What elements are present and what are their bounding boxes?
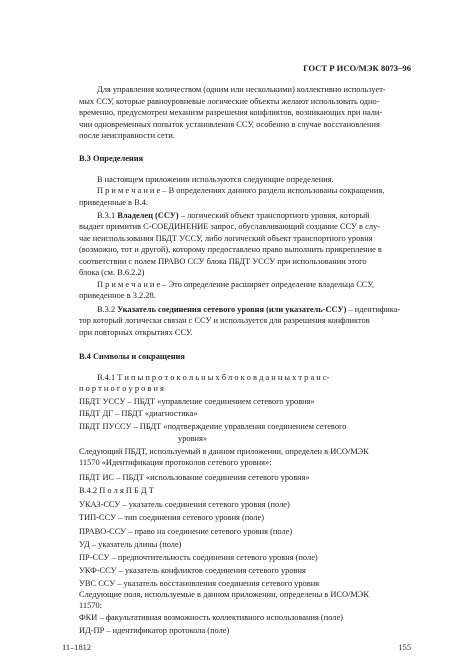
paragraph-line: Для управления количеством (одним или несколькими) коллективно использует-	[97, 85, 386, 94]
field-line: ТИП-ССУ – тип соединения сетевого уровня (поле)	[79, 513, 265, 522]
section-heading: В.3 Определения	[79, 154, 144, 163]
paragraph-line: В настоящем приложении используются следующие определения.	[97, 175, 334, 184]
definition-first-line	[97, 210, 370, 221]
field-line: УВС ССУ – указатель восстановления соединения сетевого уровня	[79, 579, 320, 588]
section-heading: В.4 Символы и сокращения	[79, 352, 185, 361]
definition-line: (возможно, тот и другой), которому предоставлено право выполнить прикрепление в	[79, 245, 382, 254]
clause-number: В.3.2	[97, 305, 116, 314]
note-line: приведенное в 3.2.28.	[79, 291, 156, 300]
definition-first-line	[97, 304, 400, 315]
subsection-heading-cont: п о р т н о г о у р о в н я	[79, 384, 164, 393]
paragraph-line: 11570:	[79, 601, 102, 610]
defined-term: Указатель соединения сетевого уровня (или указатель-ССУ)	[117, 305, 347, 314]
abbreviation-line: ПБДТ УССУ – ПБДТ «управление соединением сетевого уровня»	[79, 397, 315, 406]
paragraph-line: Следующий ПБДТ, используемый в данном приложении, определен в ИСО/МЭК	[79, 447, 369, 456]
subsection-heading: В.4.1 Т и п ы п р о т о к о л ь н ы х б л о к о в д а н н ы х т р а н с-	[97, 373, 330, 382]
paragraph-line: чии одновременных попыток установления ССУ, особенно в случае восстановления	[79, 120, 380, 129]
abbreviation-line-cont: уровня»	[178, 434, 208, 443]
page-header: ГОСТ Р ИСО/МЭК 8073–96	[303, 63, 411, 73]
subsection-heading: В.4.2 П о л я П Б Д Т	[79, 486, 154, 495]
definition-line: чае неиспользования ПБДТ УССУ, либо логический объект транспортного уровня	[79, 234, 373, 243]
definition-text: – логический объект транспортного уровня, который	[178, 211, 370, 220]
definition-line: тор который логически связан с ССУ и используется для разрешения конфликтов	[79, 316, 370, 325]
clause-number: В.3.1	[97, 211, 116, 220]
defined-term: Владелец (ССУ)	[117, 211, 179, 220]
field-line: ПР-ССУ – предпочтительность соединения сетевого уровня (поле)	[79, 553, 318, 562]
field-line: ИД-ПР – идентификатор протокола (поле)	[79, 626, 230, 635]
field-line: ПРАВО-ССУ – право на соединение сетевого уровня (поле)	[79, 527, 293, 536]
abbreviation-line: ПБДТ ИС – ПБДТ «использование соединения сетевого уровня»	[79, 473, 310, 482]
field-line: ФКИ – факультативная возможность коллективного использования (поле)	[79, 613, 343, 622]
note-line: приведенные в В.4.	[79, 198, 149, 207]
abbreviation-line: ПБДТ ПУССУ – ПБДТ «подтверждение управления соединением сетевого	[79, 422, 347, 431]
paragraph-line: временно, предусмотрен механизм разрешения конфликтов, возникающих при нали-	[79, 108, 383, 117]
page-number: 155	[398, 643, 411, 652]
abbreviation-line: ПБДТ ДГ – ПБДТ «диагностика»	[79, 409, 198, 418]
field-line: УКФ-ССУ – указатель конфликтов соединения сетевого уровня	[79, 566, 306, 575]
definition-text: – идентифика-	[346, 305, 401, 314]
paragraph-line: после неисправности сети.	[79, 131, 175, 140]
footer-sheet-number: 11–1812	[62, 643, 92, 652]
note-line: П р и м е ч а н и е – Это определение расширяет определение владельца ССУ,	[97, 280, 374, 289]
definition-line: выдает примитив С-СОЕДИНЕНИЕ запрос, обуславливающий создание ССУ в слу-	[79, 222, 380, 231]
note-line: П р и м е ч а н и е – В определениях данного раздела использованы сокращения,	[97, 186, 385, 195]
field-line: УКАЗ-ССУ – указатель соединения сетевого уровня (поле)	[79, 500, 290, 509]
definition-line: при повторных открытиях ССУ.	[79, 328, 193, 337]
paragraph-line: Следующие поля, используемые в данном приложении, определены в ИСО/МЭК	[79, 590, 369, 599]
definition-line: блока (см. В.6.2.2)	[79, 268, 145, 277]
definition-line: соответствии с полем ПРАВО ССУ блока ПБДТ УССУ при использовании этого	[79, 257, 367, 266]
paragraph-line: 11570 «Идентификация протоколов сетевого уровня»:	[79, 458, 272, 467]
paragraph-line: мых ССУ, которые равноуровневые логические объекты желают использовать одно-	[79, 97, 380, 106]
field-line: УД – указатель длины (поле)	[79, 540, 182, 549]
